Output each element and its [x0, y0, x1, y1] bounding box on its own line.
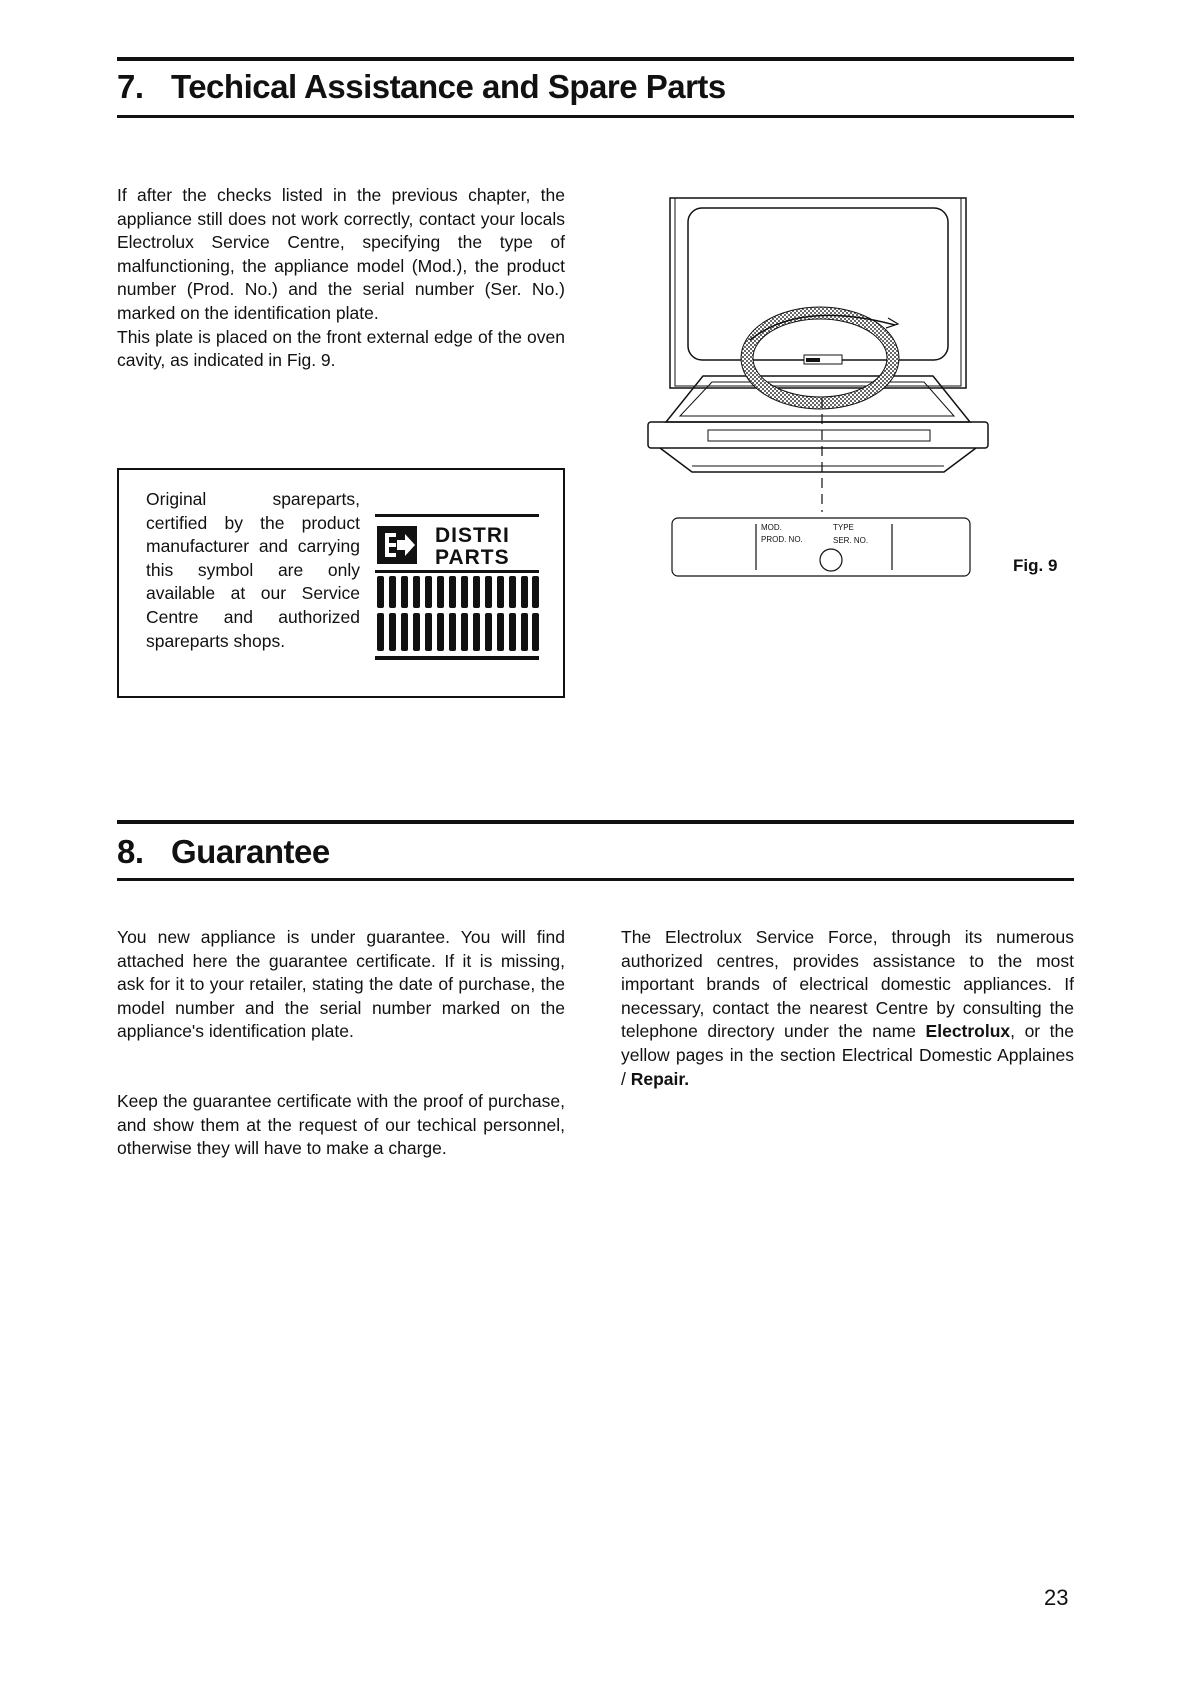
section-7-intro: If after the checks listed in the previous chapter, the appliance still does not work correctly, contact your locals Electrolux Service Centre, specifying the type of malfunctioning, the appliance model (Mod.), the product number (Prod. No.) and the serial number (Ser. No.) marked on the identification plate.	[117, 185, 565, 323]
guarantee-left-para-2: Keep the guarantee certificate with the proof of purchase, and show them at the request of our techical personnel, otherwise they will have to make a charge.	[117, 1091, 565, 1159]
plate-label-ser-no: SER. NO.	[833, 536, 869, 545]
section-7-bottom-rule	[117, 115, 1074, 118]
section-8-top-rule	[117, 820, 1074, 824]
logo-line2: PARTS	[435, 546, 510, 569]
section-8-number: 8.	[117, 833, 144, 870]
plate-label-type: TYPE	[833, 523, 854, 532]
logo-line1: DISTRI	[435, 524, 510, 547]
repair-label: Repair.	[630, 1068, 690, 1089]
brand-name: Electrolux	[925, 1021, 1011, 1042]
right-para-mid: , or the yellow pages in the section Electrical Domestic Applaines /	[621, 1021, 1074, 1089]
section-7-heading	[117, 68, 726, 106]
spare-parts-box	[117, 468, 565, 698]
oven-cavity-illustration	[640, 190, 1000, 590]
page-number: 23	[1044, 1585, 1069, 1610]
spare-parts-text: Original spareparts, certified by the product manufacturer and carrying this symbol are only available at our Service Centre and authorized spareparts shops.	[146, 489, 360, 651]
plate-label-mod: MOD.	[761, 523, 782, 532]
figure-caption: Fig. 9	[1013, 556, 1058, 575]
section-7-top-rule	[117, 57, 1074, 61]
section-7-body	[117, 184, 565, 373]
section-7-number: 7.	[117, 68, 144, 105]
distriparts-logo-icon	[375, 514, 539, 662]
right-para-start: The Electrolux Service Force, through its numerous authorized centres, provides assistance to the most important brands of electrical domestic appliances. If necessary, contact the nearest Centre by consulting the telephone directory under the name	[621, 927, 1074, 1042]
section-7-plate-location: This plate is placed on the front external edge of the oven cavity, as indicated in Fig. 9.	[117, 326, 565, 371]
section-8-bottom-rule	[117, 878, 1074, 881]
guarantee-right-para	[621, 926, 1074, 1091]
section-8-title: Guarantee	[171, 833, 330, 870]
plate-label-prod-no: PROD. NO.	[761, 535, 803, 544]
section-7-title: Techical Assistance and Spare Parts	[171, 68, 726, 105]
section-8-heading	[117, 833, 330, 871]
guarantee-left-para-1: You new appliance is under guarantee. You will find attached here the guarantee certificate. If it is missing, ask for it to your retailer, stating the date of purchase, the model number and the serial number marked on the appliance's identification plate.	[117, 927, 565, 1042]
